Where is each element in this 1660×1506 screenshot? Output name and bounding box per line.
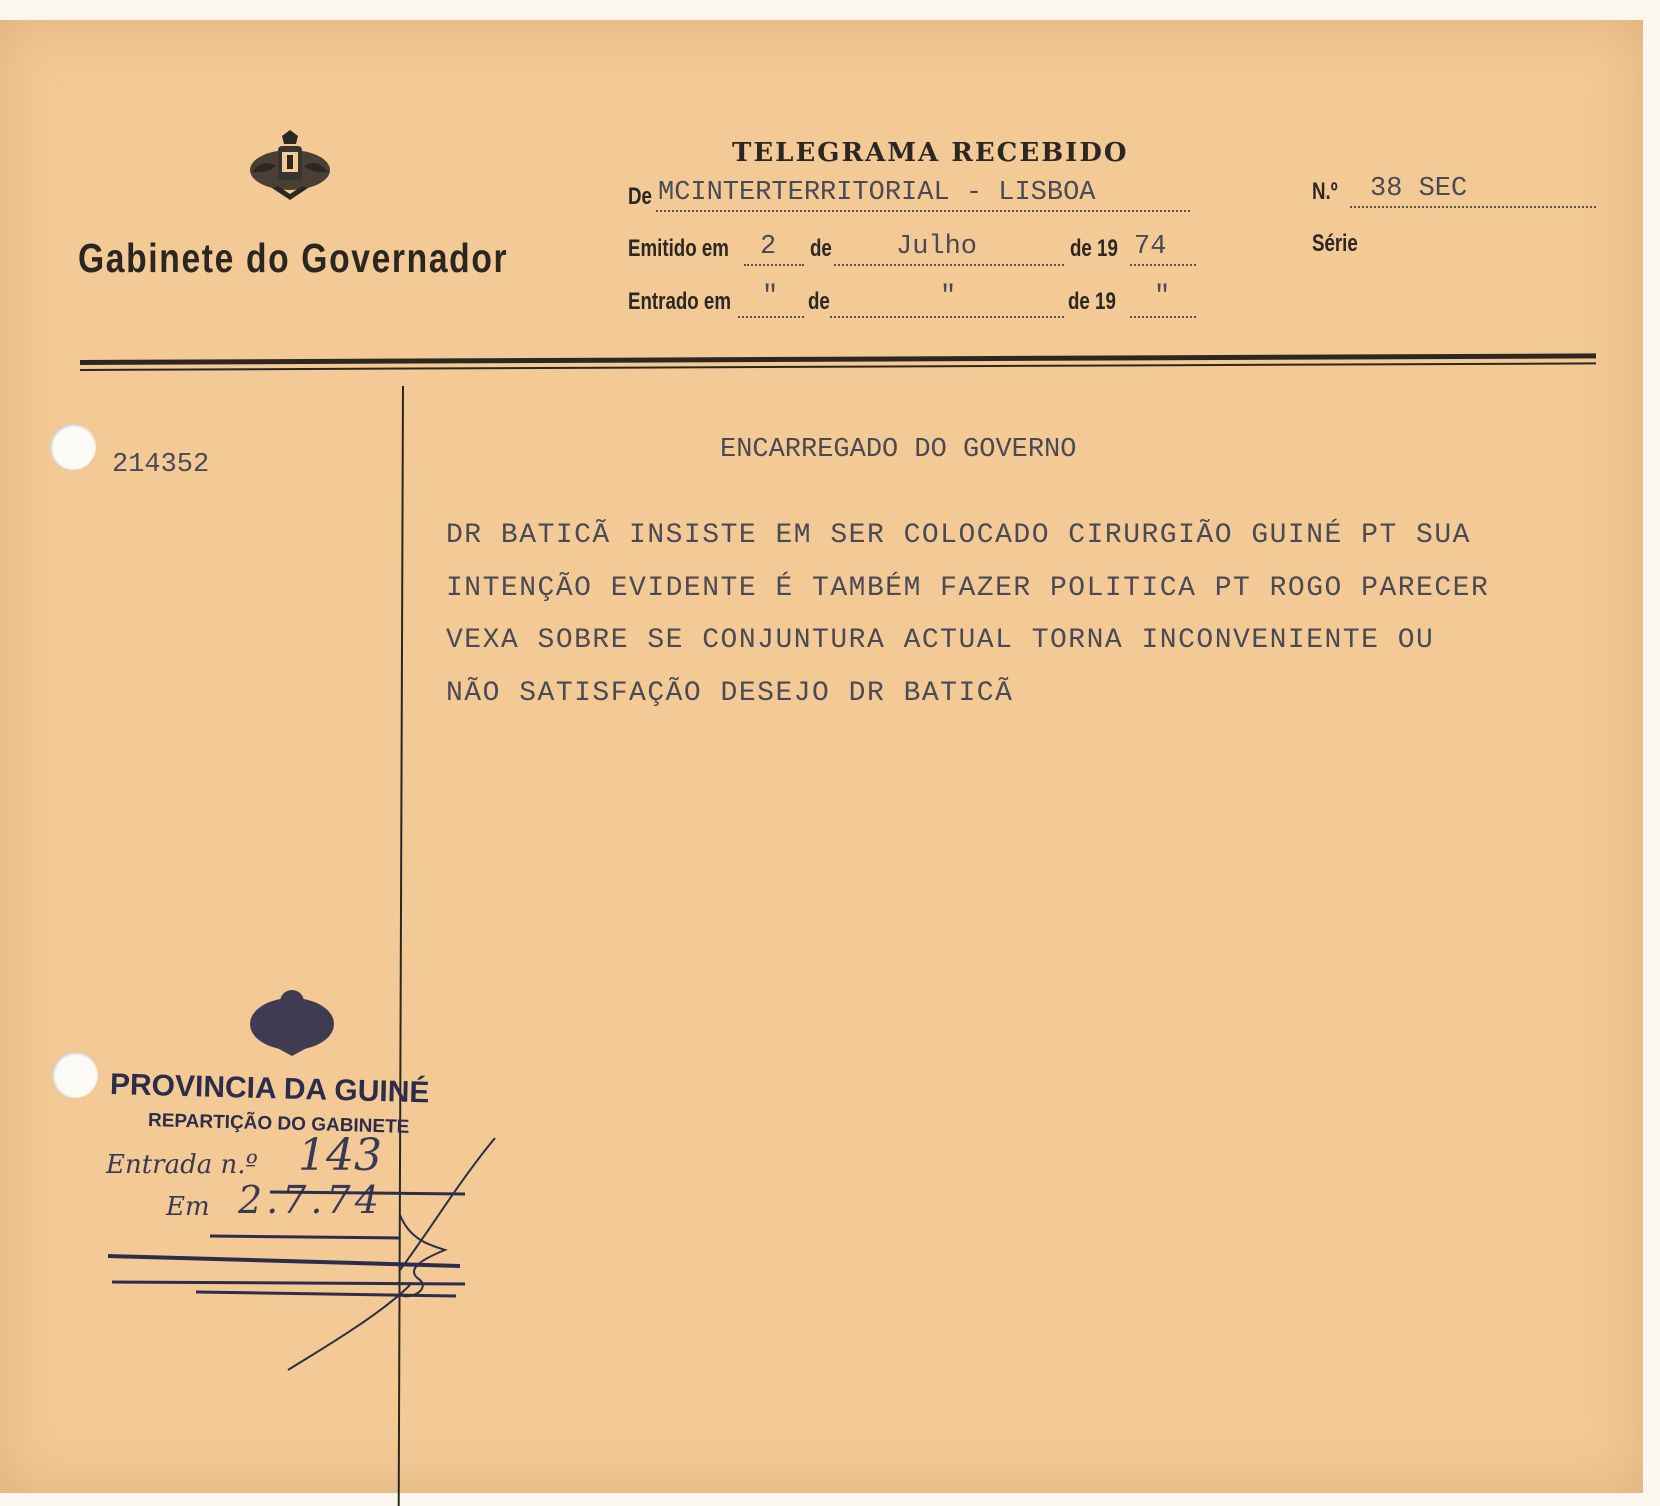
received-month: " (940, 282, 957, 312)
message-line: VEXA SOBRE SE CONJUNTURA ACTUAL TORNA INCONVENIENTE OU (446, 625, 1435, 656)
issued-year-label: de 19 (1070, 235, 1118, 262)
addressee: ENCARREGADO DO GOVERNO (720, 435, 1077, 465)
number-value: 38 SEC (1370, 174, 1468, 204)
issued-label: Emitido em (628, 235, 729, 262)
received-day: " (762, 282, 779, 312)
from-value: MCINTERTERRITORIAL - LISBOA (658, 178, 1096, 208)
number-label: N.º (1312, 178, 1338, 205)
issued-year: 74 (1134, 232, 1167, 262)
issued-day: 2 (760, 232, 777, 262)
stamp-date-label: Em (166, 1192, 210, 1222)
stamp-entry-label: Entrada n.º (106, 1150, 258, 1180)
punch-hole-top (50, 424, 96, 470)
office-name: Gabinete do Governador (78, 235, 509, 281)
stamp-lines-and-signature (100, 1120, 520, 1380)
coat-of-arms-icon (242, 128, 338, 208)
stamp-entry-number: 143 (298, 1130, 382, 1181)
telegram-sheet (0, 20, 1643, 1493)
series-label: Série (1312, 230, 1358, 257)
received-de-label: de (808, 288, 830, 315)
punch-hole-bottom (52, 1052, 98, 1098)
time-reference: 214352 (112, 450, 210, 480)
message-line: NÃO SATISFAÇÃO DESEJO DR BATICÃ (446, 678, 1014, 709)
received-year: " (1154, 282, 1171, 312)
issued-de-label: de (810, 235, 832, 262)
received-label: Entrado em (628, 288, 731, 315)
stamp-date-value: 2.7.74 (238, 1178, 383, 1222)
issued-month: Julho (896, 232, 978, 262)
from-label: De (628, 183, 652, 210)
stamp-crest-icon (246, 988, 338, 1058)
received-year-label: de 19 (1068, 288, 1116, 315)
message-line: INTENÇÃO EVIDENTE É TAMBÉM FAZER POLITICA PT ROGO PARECER (446, 573, 1490, 604)
document-title: TELEGRAMA RECEBIDO (732, 138, 1129, 168)
message-line: DR BATICÃ INSISTE EM SER COLOCADO CIRURGIÃO GUINÉ PT SUA (446, 520, 1471, 551)
stamp-province: PROVINCIA DA GUINÉ (109, 1068, 430, 1110)
stamp-department: REPARTIÇÃO DO GABINETE (147, 1110, 410, 1138)
